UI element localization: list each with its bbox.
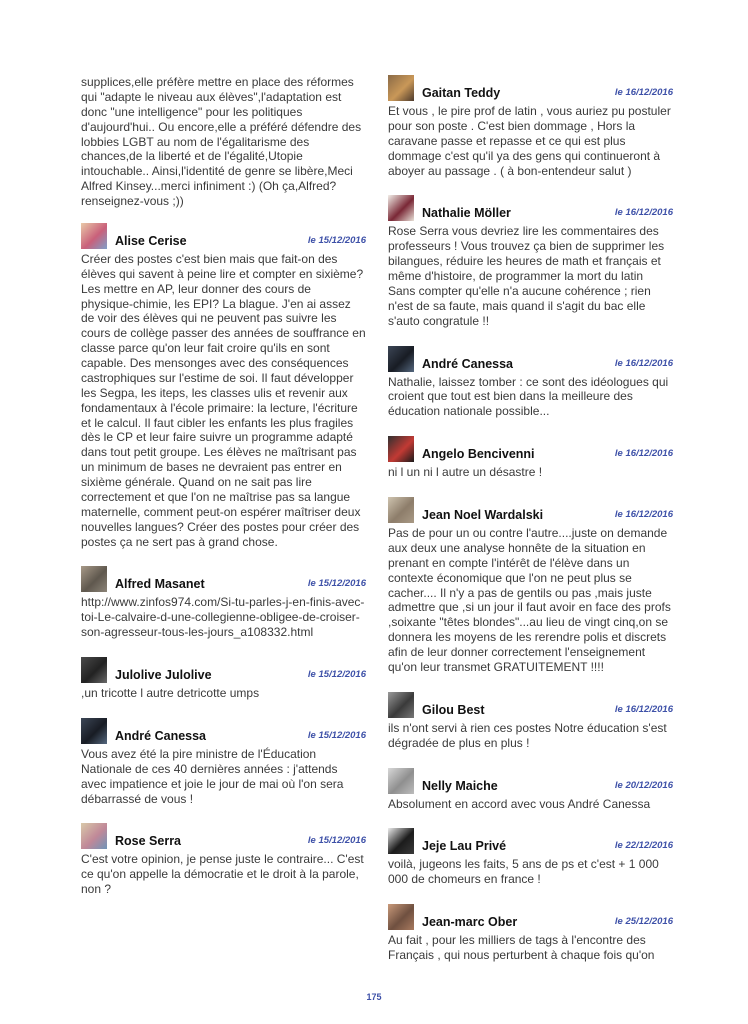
comment-author-name: Jean Noel Wardalski [422,508,544,522]
comment-header [81,223,366,249]
comment-card [388,436,673,480]
comment-header [81,718,366,744]
comment-header [388,828,673,854]
comment-date: le 25/12/2016 [614,916,673,928]
comment-author-name: Jean-marc Ober [422,915,518,930]
user-avatar [388,75,414,101]
comment-body-text: voilà, jugeons les faits, 5 ans de ps et c'est + 1 000 000 de chomeurs en france ! [388,857,659,887]
comment-date: le 15/12/2016 [307,835,366,847]
user-avatar [81,718,107,744]
comment-card [388,828,673,887]
comment-card [81,223,366,550]
comment-date: le 15/12/2016 [307,729,366,741]
comment-header [81,657,366,683]
comment-author-name: Gaitan Teddy [422,86,501,100]
comment-body-link[interactable]: http://www.zinfos974.com/Si-tu-parles-j-en-finis-avec-toi-Le-calvaire-d-une-collegienne-obligee-de-croiser-son-agresseur-tous-les-jours_a108332.html [81,595,365,640]
comment-author-name: Angelo Bencivenni [422,447,535,462]
comment-header [388,75,673,101]
comment-card [388,195,673,328]
comment-date: le 16/12/2016 [614,509,673,520]
comment-author-name: Jeje Lau Privé [422,839,507,854]
comment-body-text: Pas de pour un ou contre l'autre....juste on demande aux deux une analyse honnête de la situation en prenant en compte l'intérêt de l'élève dans un contexte économique que l'on ne peut plus se cacher.... Il n'y a pas de gentils ou pas ,mais juste admettre que ,si un jour il faut avoir en face des profs ,soixante "têtes blondes"...au lieu de vingt cinq,on se donnera les moyens de les rerendre polis et discrets afin de leur donner correctement l'enseignement qu'on leur transmet GRATUITEMENT !!!! [388,526,671,674]
comment-card [388,768,673,812]
comment-header [388,346,673,372]
comment-card [81,657,366,701]
comment-date: le 16/12/2016 [614,448,673,460]
comment-body-text: Au fait , pour les milliers de tags à l'encontre des Français , qui nous perturbent à chaque fois qu'on [388,933,655,962]
comment-date: le 22/12/2016 [614,840,673,852]
comment-header [388,692,673,718]
user-avatar [81,823,107,849]
comment-header [388,904,673,930]
comment-body-text: Absolument en accord avec vous André Canessa [388,796,651,811]
comment-body-text: Créer des postes c'est bien mais que fait-on des élèves qui savent à peine lire et compter en sixième? Les mettre en AP, leur donner des cours de physique-chimie, les EPI? La blague. J'en ai assez de voir des élèves qui ne peuvent pas suivre les cours de collège passer des années de souffrance en classe parce qu'on leur fait croire qu'ils en sont capable. Des mensonges avec des conséquences castrophiques sur l'estime de soi. Il faut développer les Segpa, les iteps, les classes ulis et revenir aux fondamentaux à l'école primaire: la lecture, l'écriture et le calcul. Il faut cibler les enfants les plus fragiles dès le CP et leur faire suivre un programme adapté dans tout petit groupe. Les élèves ne maîtrisant pas un minimum de bases ne devraient pas entrer en sixième générale. Quand on ne sait pas lire correctement et que l'on ne maîtrise pas sa langue maternelle, comment peut-on espérer maîtriser deux nouvelles langues? Créer des postes pour créer des postes ça ne sert pas à grand chose. [81,251,366,549]
user-avatar [388,346,414,372]
comment-author-name: Rose Serra [115,834,182,849]
comment-card [81,566,366,640]
comment-header [388,195,673,221]
comment-date: le 16/12/2016 [614,703,673,715]
comment-card [388,692,673,751]
comment-date: le 16/12/2016 [614,87,673,98]
comment-body-text: Nathalie, laissez tomber : ce sont des idéologues qui croient que tout est bien dans la meilleure des éducation nationale possible... [388,374,669,419]
comment-body-text: ,un tricotte l autre detricotte umps [81,686,260,700]
user-avatar [388,195,414,221]
comment-card [388,346,673,420]
comment-header [388,436,673,462]
comment-author-name: André Canessa [422,356,514,371]
comment-header [81,566,366,592]
page-number: 175 [366,992,382,1002]
comment-body-text: ils n'ont servi à rien ces postes Notre éducation s'est dégradée de plus en plus ! [388,720,667,750]
comment-author-name: André Canessa [115,728,207,743]
comment-body-text: Vous avez été la pire ministre de l'Éducation Nationale de ces 40 dernières années : j'attends avec impatience et joie le jour de mai où l'on sera débarrassé de vous ! [81,746,344,806]
comment-card [388,497,673,675]
comment-body-text: C'est votre opinion, je pense juste le contraire... C'est ce qu'on appelle la démocratie et le droit à la parole, non ? [81,852,364,897]
left-column [81,75,366,914]
comment-author-name: Julolive Julolive [115,668,212,682]
user-avatar [388,768,414,794]
comment-card [388,75,673,178]
comment-author-name: Nelly Maiche [422,778,498,793]
comment-date: le 15/12/2016 [307,234,366,246]
comment-author-name: Nathalie Möller [422,206,511,221]
comment-body-text: ni l un ni l autre un désastre ! [388,465,543,480]
comment-date: le 20/12/2016 [614,779,673,791]
user-avatar [388,904,414,930]
comment-header [388,768,673,794]
comment-header [388,497,673,523]
comment-body-text: Rose Serra vous devriez lire les commentaires des professeurs ! Vous trouvez ça bien de supprimer les bilangues, réduire les heures de math et français et même d'histoire, de programmer la mort du latin Sans compter qu'elle n'a aucune cohérence ; rien n'est de sa faute, mais quand il s'agit du bac elle s'auto congratule !! [388,224,665,328]
comment-date: le 15/12/2016 [307,578,366,590]
user-avatar [388,497,414,523]
user-avatar [81,223,107,249]
user-avatar [81,657,107,683]
user-avatar [388,828,414,854]
comment-card [81,823,366,897]
right-column [388,75,673,980]
comment-date: le 16/12/2016 [614,207,673,219]
intro-paragraph: supplices,elle préfère mettre en place des réformes qui "adapte le niveau aux élèves",l'adaptation est donc "une intelligence" pour les politiques d'aujourd'hui.. Ou encore,elle a préféré défendre des lobbies LGBT au nom de l'égalitarisme des chances,de la liberté et de l'égalité,Utopie intouchable.. Ainsi,l'identité de genre se libère,Meci Alfred Kinsey...merci infiniment :) (Oh ça,Alfred? renseignez-vous ;)) [81,75,362,208]
comment-date: le 15/12/2016 [307,669,366,680]
comment-author-name: Alfred Masanet [115,577,205,592]
user-avatar [388,436,414,462]
comment-header [81,823,366,849]
comment-body-text: Et vous , le pire prof de latin , vous auriez pu postuler pour son poste . C'est bien dommage , Hors la caravane passe et repasse et ce qui est plus dommage c'est qu'il ya des gens qui continueront à aboyer au passage . ( à bon-entendeur salut ) [388,104,671,178]
comment-author-name: Alise Cerise [115,233,187,248]
comment-card [388,904,673,963]
comment-author-name: Gilou Best [422,702,485,717]
user-avatar [388,692,414,718]
comments-columns [81,75,673,980]
user-avatar [81,566,107,592]
comment-card [81,718,366,807]
comment-date: le 16/12/2016 [614,357,673,369]
